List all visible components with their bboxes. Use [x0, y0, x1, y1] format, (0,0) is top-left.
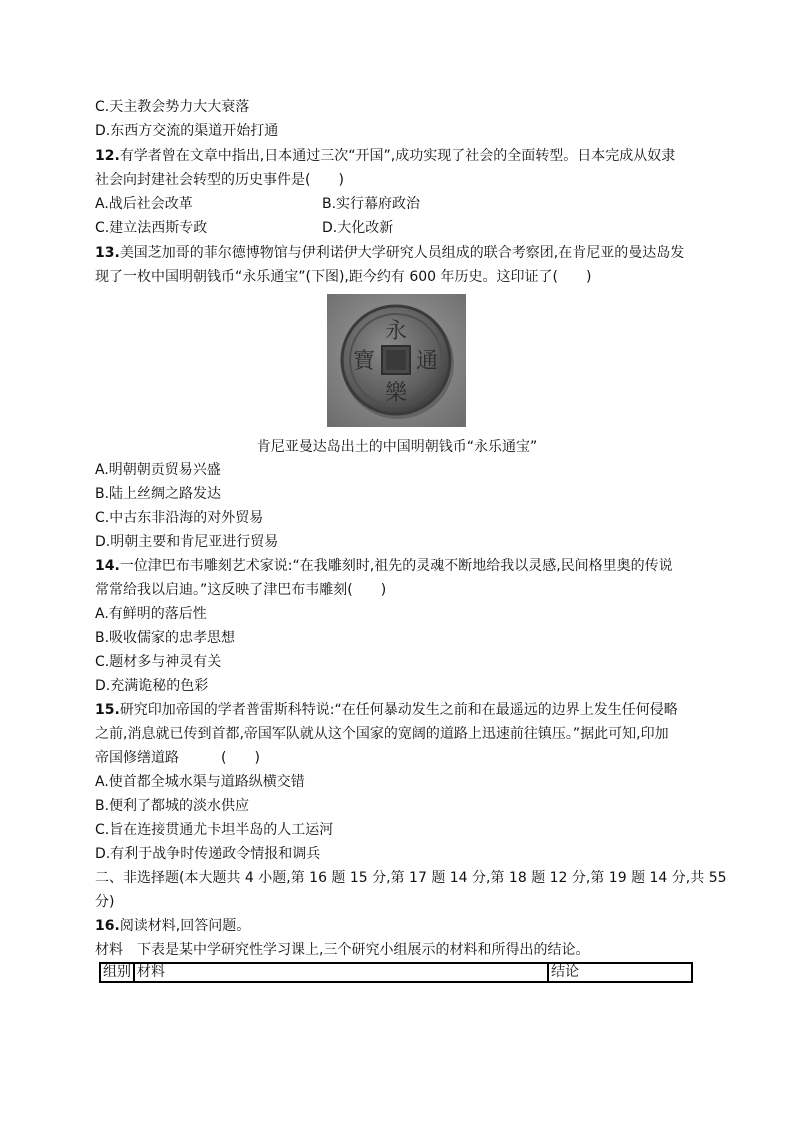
coin-image	[327, 294, 466, 427]
q13-stem-line2: 现了一枚中国明朝钱币“永乐通宝”(下图),距今约有 600 年历史。这印证了( )	[95, 269, 592, 285]
q14-stem-line2: 常常给我以启迪。”这反映了津巴布韦雕刻( )	[95, 582, 387, 598]
q14-option-b: B.吸收儒家的忠孝思想	[95, 630, 236, 646]
section2-heading-line2: 分)	[95, 894, 115, 910]
q12-stem-text1: 有学者曾在文章中指出,日本通过三次“开国”,成功实现了社会的全面转型。日本完成从奴隶	[119, 148, 676, 164]
q13-option-a: A.明朝朝贡贸易兴盛	[95, 462, 221, 478]
q16-material-text: 下表是某中学研究性学习课上,三个研究小组展示的材料和所得出的结论。	[137, 942, 590, 958]
q12-option-d: D.大化改新	[322, 220, 394, 236]
section2-heading-line1: 二、非选择题(本大题共 4 小题,第 16 题 15 分,第 17 题 14 分,第 18 题 12 分,第 19 题 14 分,共 55	[95, 870, 727, 886]
q13-option-c: C.中古东非沿海的对外贸易	[95, 510, 264, 526]
q14-option-a: A.有鲜明的落后性	[95, 606, 207, 622]
q16-number: 16.	[95, 918, 120, 934]
q16-material	[95, 940, 589, 960]
q13-option-b: B.陆上丝绸之路发达	[95, 486, 222, 502]
table-header-group: 组别	[100, 963, 134, 982]
q15-stem-line3: 帝国修缮道路 ( )	[95, 750, 260, 766]
q14-stem-line1	[95, 556, 673, 576]
q14-option-d: D.充满诡秘的色彩	[95, 678, 209, 694]
q13-option-d: D.明朝主要和肯尼亚进行贸易	[95, 534, 279, 550]
table-header-conclusion: 结论	[548, 963, 692, 982]
q13-stem-text1: 美国芝加哥的菲尔德博物馆与伊利诺伊大学研究人员组成的联合考察团,在肯尼亚的曼达岛发	[119, 245, 685, 261]
table-header-row	[100, 963, 692, 982]
q11-option-d: D.东西方交流的渠道开始打通	[95, 123, 279, 139]
q14-option-c: C.题材多与神灵有关	[95, 654, 222, 670]
q13-image-caption: 肯尼亚曼达岛出土的中国明朝钱币“永乐通宝”	[256, 439, 538, 455]
q16-stem	[95, 916, 250, 936]
q13-number: 13.	[95, 245, 120, 261]
q14-stem-text1: 一位津巴布韦雕刻艺术家说:“在我雕刻时,祖先的灵魂不断地给我以灵感,民间格里奥的传说	[119, 558, 673, 574]
q13-stem-line1	[95, 243, 684, 263]
q12-option-a: A.战后社会改革	[95, 196, 193, 212]
q12-option-c: C.建立法西斯专政	[95, 220, 208, 236]
coin-photo	[327, 294, 466, 427]
q12-number: 12.	[95, 148, 120, 164]
q14-number: 14.	[95, 558, 120, 574]
q15-option-b: B.便利了都城的淡水供应	[95, 798, 250, 814]
q15-option-d: D.有利于战争时传递政令情报和调兵	[95, 846, 321, 862]
q15-option-a: A.使首都全城水渠与道路纵横交错	[95, 774, 305, 790]
coin-char-bottom: 樂	[384, 381, 408, 406]
coin-char-top: 永	[384, 319, 408, 344]
q15-stem-text1: 研究印加帝国的学者普雷斯科特说:“在任何暴动发生之前和在最遥远的边界上发生任何侵略	[119, 702, 678, 718]
q15-number: 15.	[95, 702, 120, 718]
q16-stem-text: 阅读材料,回答问题。	[119, 918, 251, 934]
q16-table	[99, 962, 693, 983]
q12-stem-line1	[95, 146, 675, 166]
q15-stem-line1	[95, 700, 678, 720]
q12-option-b: B.实行幕府政治	[322, 196, 421, 212]
q15-stem-line2: 之前,消息就已传到首都,帝国军队就从这个国家的宽阔的道路上迅速前往镇压。”据此可知,印加	[95, 726, 669, 742]
q11-option-c: C.天主教会势力大大衰落	[95, 99, 250, 115]
coin-char-left: 寶	[352, 349, 376, 374]
q16-material-label: 材料	[95, 942, 123, 958]
q15-option-c: C.旨在连接贯通尤卡坦半岛的人工运河	[95, 822, 334, 838]
table-header-material: 材料	[134, 963, 548, 982]
coin-char-right: 通	[415, 349, 439, 374]
q12-stem-line2: 社会向封建社会转型的历史事件是( )	[95, 172, 344, 188]
